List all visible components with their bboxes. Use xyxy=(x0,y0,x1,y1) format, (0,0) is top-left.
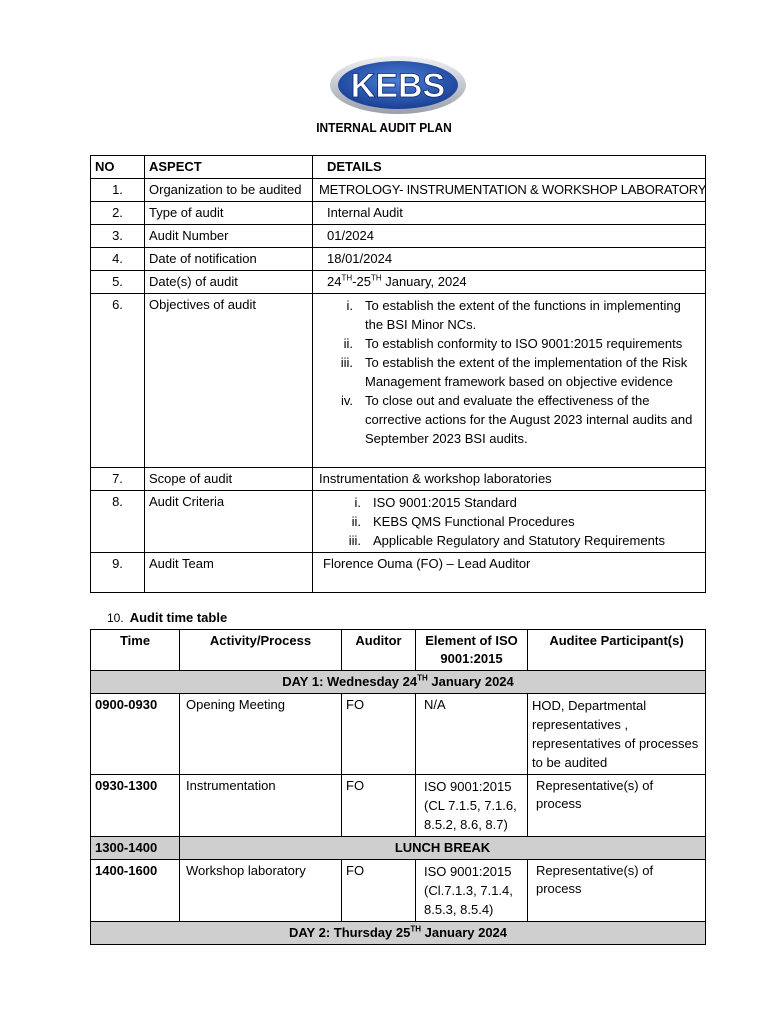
row-number: 3. xyxy=(91,225,145,248)
criteria-text: Applicable Regulatory and Statutory Requirements xyxy=(373,533,665,548)
table-row xyxy=(91,491,706,553)
date-end: -25 xyxy=(352,274,371,289)
objective-text: To close out and evaluate the effectiveness of the corrective actions for the August 2023 internal audits and September 2023 BSI audits. xyxy=(365,393,693,446)
table-header-row xyxy=(91,156,706,179)
audit-plan-table xyxy=(90,155,706,593)
audit-timetable xyxy=(90,629,706,945)
logo-text: KEBS xyxy=(350,67,446,105)
row-participants: Representative(s) of process xyxy=(528,775,706,837)
row-participants: HOD, Departmental representatives , representatives of processes to be audited xyxy=(528,694,706,775)
day-1-label xyxy=(91,671,706,694)
row-number: 9. xyxy=(91,553,145,593)
row-details: Florence Ouma (FO) – Lead Auditor xyxy=(313,553,706,593)
table-header-row xyxy=(91,630,706,671)
date-start: 24 xyxy=(327,274,342,289)
row-number: 4. xyxy=(91,248,145,271)
objective-number: i. xyxy=(346,298,353,313)
row-aspect: Organization to be audited xyxy=(145,179,313,202)
criteria-item xyxy=(317,493,701,512)
day-2-label xyxy=(91,922,706,945)
row-auditor: FO xyxy=(342,775,416,837)
header-details: DETAILS xyxy=(313,156,706,179)
table-row xyxy=(91,202,706,225)
table-row xyxy=(91,248,706,271)
row-aspect: Audit Team xyxy=(145,553,313,593)
objective-number: iii. xyxy=(340,355,353,370)
objective-text: To establish the extent of the implementation of the Risk Management framework based on objective evidence xyxy=(365,355,688,389)
row-aspect: Date of notification xyxy=(145,248,313,271)
table-row xyxy=(91,271,706,294)
criteria-number: i. xyxy=(354,495,361,510)
timetable-number: 10. xyxy=(107,611,124,625)
lunch-time: 1300-1400 xyxy=(91,837,180,860)
row-activity: Workshop laboratory xyxy=(180,860,342,922)
day-2-row xyxy=(91,922,706,945)
row-time: 0900-0930 xyxy=(91,694,180,775)
row-number: 2. xyxy=(91,202,145,225)
table-row xyxy=(91,775,706,837)
day-2-prefix: DAY 2: Thursday 25 xyxy=(288,925,411,940)
table-row xyxy=(91,468,706,491)
lunch-row xyxy=(91,837,706,860)
table-row xyxy=(91,294,706,468)
row-details: Instrumentation & workshop laboratories xyxy=(313,468,706,491)
objectives-list xyxy=(313,294,706,468)
criteria-list xyxy=(313,491,706,553)
row-aspect: Audit Criteria xyxy=(145,491,313,553)
row-details: 01/2024 xyxy=(313,225,706,248)
day-1-row xyxy=(91,671,706,694)
row-participants: Representative(s) of process xyxy=(528,860,706,922)
row-element: ISO 9001:2015 (Cl.7.1.3, 7.1.4, 8.5.3, 8.5.4) xyxy=(416,860,528,922)
row-details: Internal Audit xyxy=(313,202,706,225)
row-time: 0930-1300 xyxy=(91,775,180,837)
criteria-number: ii. xyxy=(351,514,361,529)
row-auditor: FO xyxy=(342,860,416,922)
day-2-suffix: TH xyxy=(410,924,422,934)
date-month-year: January, 2024 xyxy=(381,274,467,289)
header-no: NO xyxy=(91,156,145,179)
objective-text: To establish conformity to ISO 9001:2015 requirements xyxy=(365,336,683,351)
objective-text: To establish the extent of the functions in implementing the BSI Minor NCs. xyxy=(365,298,681,332)
row-aspect: Scope of audit xyxy=(145,468,313,491)
day-1-prefix: DAY 1: Wednesday 24 xyxy=(282,674,418,689)
header-time: Time xyxy=(91,630,180,671)
header-auditor: Auditor xyxy=(342,630,416,671)
row-number: 5. xyxy=(91,271,145,294)
row-details: METROLOGY- INSTRUMENTATION & WORKSHOP LABORATORY xyxy=(313,179,706,202)
document-title: INTERNAL AUDIT PLAN xyxy=(316,120,452,135)
row-details: 18/01/2024 xyxy=(313,248,706,271)
header-activity: Activity/Process xyxy=(180,630,342,671)
table-row xyxy=(91,694,706,775)
timetable-heading xyxy=(107,610,227,625)
objective-item xyxy=(317,296,701,334)
objective-item xyxy=(317,391,701,448)
criteria-text: KEBS QMS Functional Procedures xyxy=(373,514,575,529)
row-auditor: FO xyxy=(342,694,416,775)
row-aspect: Type of audit xyxy=(145,202,313,225)
header-element: Element of ISO 9001:2015 xyxy=(416,630,528,671)
day-1-month: January 2024 xyxy=(427,674,514,689)
date-end-suffix: TH xyxy=(370,273,382,283)
table-row xyxy=(91,860,706,922)
objective-number: iv. xyxy=(340,393,353,408)
header-participants: Auditee Participant(s) xyxy=(528,630,706,671)
row-number: 8. xyxy=(91,491,145,553)
criteria-text: ISO 9001:2015 Standard xyxy=(373,495,517,510)
row-element: N/A xyxy=(416,694,528,775)
row-number: 7. xyxy=(91,468,145,491)
timetable-title: Audit time table xyxy=(129,610,228,625)
row-aspect: Audit Number xyxy=(145,225,313,248)
day-1-suffix: TH xyxy=(417,673,428,683)
table-row xyxy=(91,225,706,248)
objective-item xyxy=(317,334,701,353)
header-aspect: ASPECT xyxy=(145,156,313,179)
row-time: 1400-1600 xyxy=(91,860,180,922)
row-aspect: Objectives of audit xyxy=(145,294,313,468)
criteria-item xyxy=(317,512,701,531)
kebs-logo xyxy=(328,54,468,116)
table-row xyxy=(91,179,706,202)
row-element: ISO 9001:2015 (CL 7.1.5, 7.1.6, 8.5.2, 8.6, 8.7) xyxy=(416,775,528,837)
objective-item xyxy=(317,353,701,391)
criteria-item xyxy=(317,531,701,550)
row-activity: Instrumentation xyxy=(180,775,342,837)
row-details-audit-dates xyxy=(313,271,706,294)
row-aspect: Date(s) of audit xyxy=(145,271,313,294)
day-2-month: January 2024 xyxy=(421,925,508,940)
row-number: 6. xyxy=(91,294,145,468)
date-start-suffix: TH xyxy=(341,273,353,283)
lunch-label: LUNCH BREAK xyxy=(180,837,706,860)
objective-number: ii. xyxy=(343,336,353,351)
row-number: 1. xyxy=(91,179,145,202)
row-activity: Opening Meeting xyxy=(180,694,342,775)
criteria-number: iii. xyxy=(348,533,361,548)
table-row xyxy=(91,553,706,593)
